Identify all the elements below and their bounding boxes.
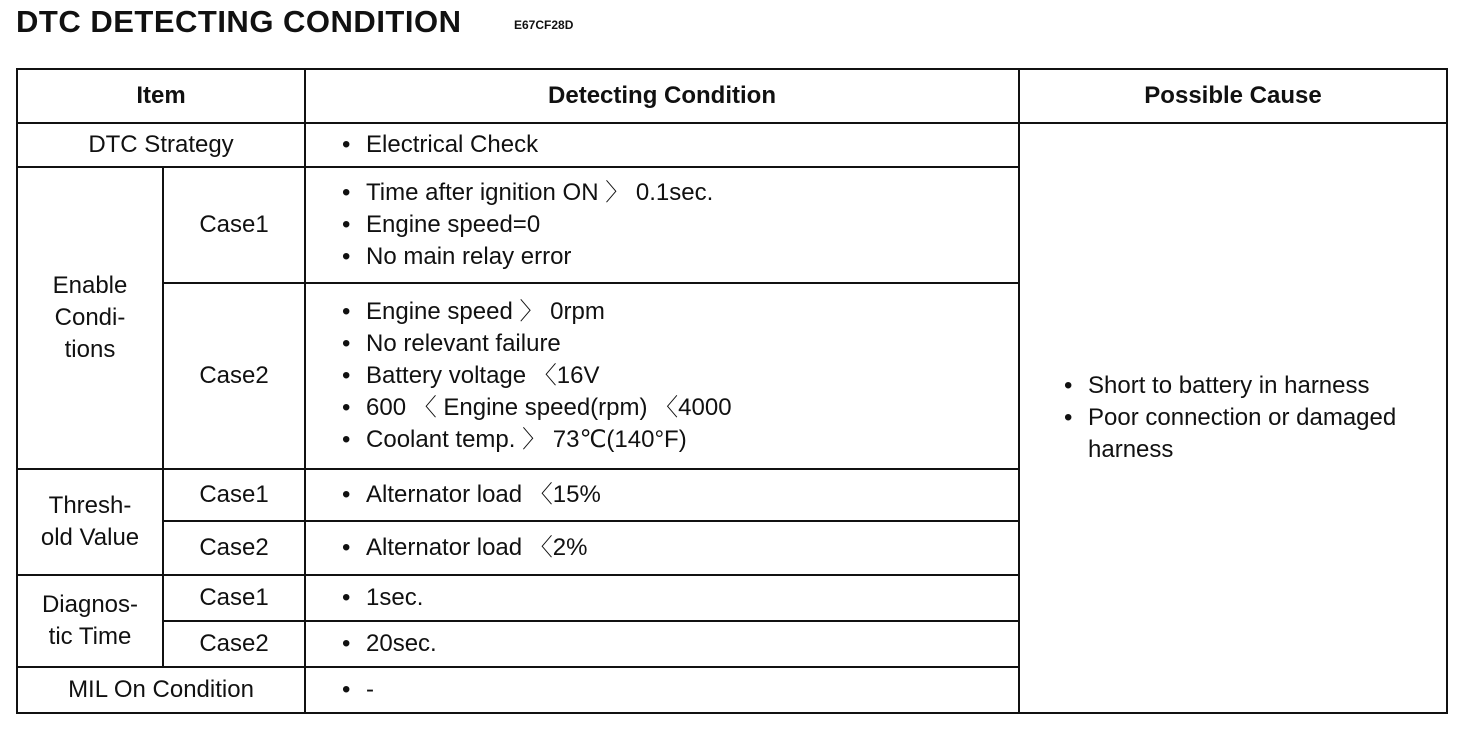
cause-item: • Short to battery in harness	[1064, 370, 1446, 402]
mil-on-condition-label: MIL On Condition	[17, 667, 305, 713]
table-header-row	[17, 69, 1447, 123]
dtc-strategy-label: DTC Strategy	[17, 123, 305, 167]
condition-item: • Battery voltage 〈16V	[342, 360, 1018, 392]
condition-item: • Coolant temp. 〉 73℃(140°F)	[342, 424, 1018, 456]
enable-conditions-label	[17, 167, 163, 469]
condition-item: • 20sec.	[342, 628, 1018, 660]
diagnostic-case2-conditions	[305, 621, 1019, 667]
case-label: Case1	[163, 167, 305, 283]
possible-cause-cell	[1019, 123, 1447, 713]
diagnostic-time-label	[17, 575, 163, 667]
condition-item: • -	[342, 674, 1018, 706]
threshold-case2-conditions	[305, 521, 1019, 575]
label-line: Diagnos-	[41, 591, 139, 618]
dtc-strategy-conditions	[305, 123, 1019, 167]
condition-item: • 1sec.	[342, 582, 1018, 614]
label-line: Enable	[52, 272, 128, 299]
threshold-value-label	[17, 469, 163, 575]
column-header-detecting-condition: Detecting Condition	[305, 69, 1019, 123]
label-line: Condi-	[54, 304, 126, 331]
cause-item: • Poor connection or damaged harness	[1064, 402, 1446, 466]
page-title: DTC DETECTING CONDITION	[16, 4, 462, 39]
diagnostic-case1-conditions	[305, 575, 1019, 621]
case-label: Case2	[163, 621, 305, 667]
case-label: Case2	[163, 283, 305, 469]
condition-item: • Time after ignition ON 〉 0.1sec.	[342, 177, 1018, 209]
condition-item: • Alternator load 〈2%	[342, 532, 1018, 564]
case-label: Case1	[163, 575, 305, 621]
table-row-dtc-strategy	[17, 123, 1447, 167]
label-line: tions	[64, 336, 116, 363]
case-label: Case1	[163, 469, 305, 521]
condition-item: • Alternator load 〈15%	[342, 479, 1018, 511]
case-label: Case2	[163, 521, 305, 575]
label-line: Thresh-	[48, 492, 132, 519]
dtc-condition-table	[16, 68, 1448, 714]
condition-item: • No main relay error	[342, 241, 1018, 273]
condition-item: • Electrical Check	[342, 129, 1018, 161]
column-header-item: Item	[17, 69, 305, 123]
enable-case2-conditions	[305, 283, 1019, 469]
enable-case1-conditions	[305, 167, 1019, 283]
condition-item: • Engine speed 〉 0rpm	[342, 296, 1018, 328]
label-line: tic Time	[48, 623, 132, 650]
label-line: old Value	[40, 524, 140, 551]
condition-item: • 600 〈 Engine speed(rpm) 〈4000	[342, 392, 1018, 424]
condition-item: • No relevant failure	[342, 328, 1018, 360]
column-header-possible-cause: Possible Cause	[1019, 69, 1447, 123]
mil-on-condition-conditions	[305, 667, 1019, 713]
threshold-case1-conditions	[305, 469, 1019, 521]
document-code: E67CF28D	[514, 18, 574, 32]
condition-item: • Engine speed=0	[342, 209, 1018, 241]
